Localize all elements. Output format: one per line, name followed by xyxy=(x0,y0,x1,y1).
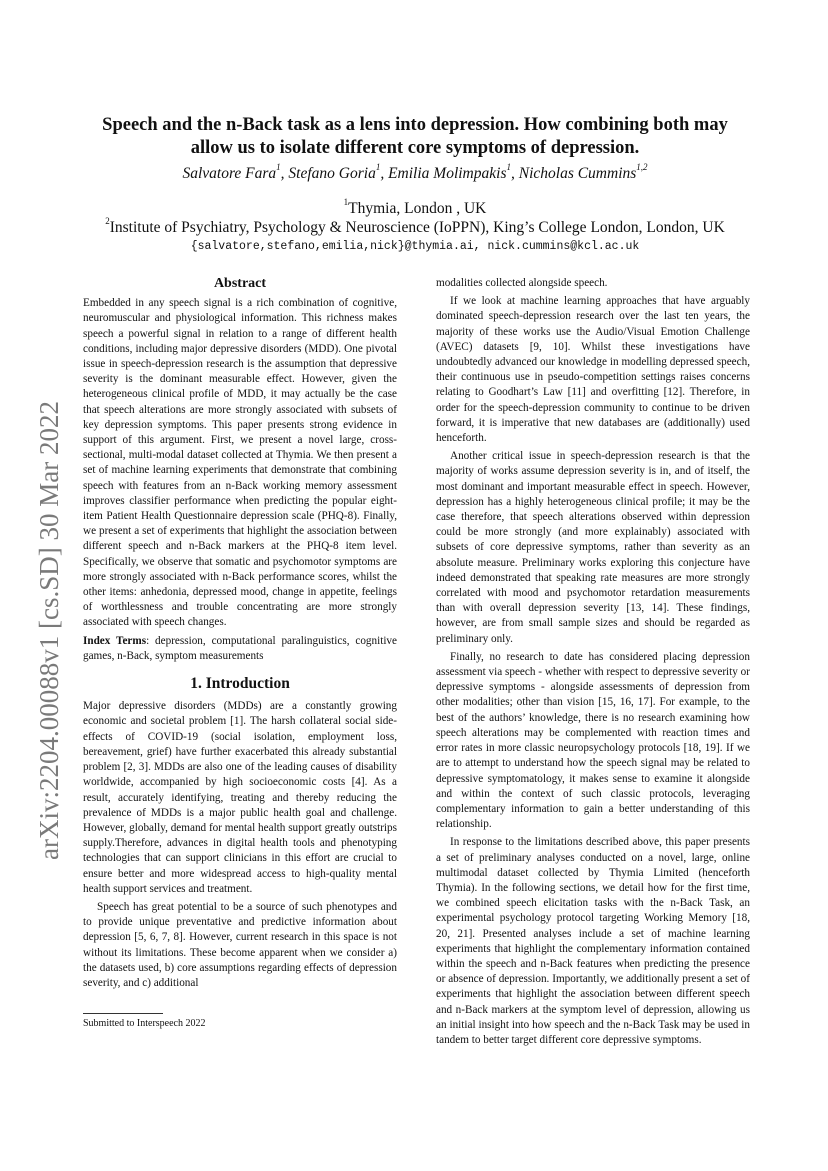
author: Salvatore Fara xyxy=(182,165,277,182)
author-affiliation-mark: 1 xyxy=(276,162,281,172)
arxiv-identifier: arXiv:2204.00088v1 [cs.SD] 30 Mar 2022 xyxy=(34,401,64,860)
abstract-text: Embedded in any speech signal is a rich combination of cognitive, neuromuscular and physiological information. This richness makes speech a powerful signal in relation to a range of different health conditions, including major depressive disorders (MDD). One pivotal issue in speech-depression research is the assumption that depressive severity is the dominant measurable effect. However, given the heterogeneous clinical profile of MDD, it may actually be the case that speech alterations are more strongly associated with subsets of key depression symptoms. This paper presents strong evidence in support of this argument. First, we present a novel large, cross-sectional, multi-modal dataset collected at Thymia. We then present a set of machine learning experiments that demonstrate that combining speech with features from an n-Back working memory assessment improves classifier performance when predicting the popular eight-item Patient Health Questionnaire depression scale (PHQ-8). Finally, we present a set of experiments that highlight the association between different speech and n-Back markers at the PHQ-8 item level. Specifically, we observe that somatic and psychomotor symptoms are more strongly associated with n-Back performance scores, whilst the other items: anhedonia, depressed mood, change in appetite, feelings of worthlessness and trouble concentrating are more strongly associated with speech changes. xyxy=(83,297,397,629)
section-heading-introduction: 1. Introduction xyxy=(190,675,290,693)
author-affiliation-mark: 1 xyxy=(506,162,511,172)
author: Nicholas Cummins xyxy=(518,165,637,182)
author-affiliation-mark: 1 xyxy=(375,162,381,172)
affiliation-mark: 2 xyxy=(105,216,110,226)
affiliation-mark: 1 xyxy=(343,197,349,207)
affiliation xyxy=(60,197,770,218)
paper-title: Speech and the n-Back task as a lens into depression. How combining both may allow us to isolate different core symptoms of depression. xyxy=(102,115,728,158)
affiliation xyxy=(60,216,770,237)
footnote xyxy=(83,1013,397,1029)
left-column xyxy=(83,276,397,994)
author-emails: {salvatore,stefano,emilia,nick}@thymia.ai, nick.cummins@kcl.ac.uk xyxy=(190,240,640,253)
author: Emilia Molimpakis xyxy=(388,165,507,182)
index-terms-text: : depression, computational paralinguistics, cognitive games, n-Back, symptom measurements xyxy=(83,634,397,662)
affiliation-text: Institute of Psychiatry, Psychology & Neuroscience (IoPPN), King’s College London, London, UK xyxy=(109,219,725,236)
index-terms-label: Index Terms xyxy=(83,634,147,647)
paragraph: Finally, no research to date has considered placing depression assessment via speech - whether with respect to depressive severity or depressive symptoms - alongside assessments of depression from other modalities; other than vision [15, 16, 17]. For example, to the best of the authors’ knowledge, there is no research examining how speech alterations may be complemented with reaction times and error rates in more classic neuropsychology protocols [18, 19]. If we are to attempt to understand how the speech signal may be related to depressive symptomatology, it makes sense to examine it alongside and within the context of such classic protocols, leveraging complementary information to gain a better understanding of this relationship. xyxy=(436,650,750,831)
paragraph: Major depressive disorders (MDDs) are a constantly growing economic and societal problem [1]. The harsh collateral social side-effects of COVID-19 (social isolation, employment loss, bereavement, grief) have further exacerbated this already substantial problem [2, 3]. MDDs are also one of the leading causes of disability worldwide, accompanied by high socioeconomic costs [4]. As a result, accurately identifying, treating and thereby reducing the prevalence of MDDs is a major public health goal and challenge. However, globally, demand for mental health support greatly outstrips supply.Therefore, advances in digital health tools and phenotyping technologies that can support clinicians in this effort are crucial to ensure better and more widespread access to high-quality mental health support services and treatment. xyxy=(83,700,397,895)
author-list: Salvatore Fara$^1$, Stefano Goria$^1$, Emilia Molimpakis$^1$, Nicholas Cummins$^{1,2}$ xyxy=(182,162,648,182)
paragraph: In response to the limitations described above, this paper presents a set of preliminary analyses conducted on a novel, large, online multimodal dataset collected by Thymia Limited (henceforth Thymia). In the following sections, we detail how for the first time, we combined speech elicitation tasks with the n-Back Task, an experimental psychology protocol targeting Working Memory [18, 20, 21]. Presented analyses include a set of machine learning experiments that highlight the complementary information contained within the speech and n-Back features when predicting the presence or absence of depression. Importantly, we additionally present a set of experiments that highlight the association between different speech and n-Back markers at the symptom level of depression, allowing us an initial insight into how speech and the n-Back Task may be used in tandem to better target different core depressive symptoms. xyxy=(436,836,750,1046)
paragraph: If we look at machine learning approaches that have arguably dominated speech-depression research over the last ten years, the majority of these works use the Audio/Visual Emotion Challenge (AVEC) datasets [9, 10]. Whilst these investigations have undoubtedly advanced our knowledge in modelling depressed speech, their continuous use in pseudo-competition settings raises concerns relating to Goodhart’s Law [11] and overfitting [12]. Therefore, in order for the speech-depression community to continue to be driven forward, it is imperative that new databases are (additionally) used henceforth. xyxy=(436,295,750,445)
footnote-text: Submitted to Interspeech 2022 xyxy=(83,1018,206,1029)
paragraph: Speech has great potential to be a source of such phenotypes and to provide unique preventative and predictive information about depression [5, 6, 7, 8]. However, current research in this space is not without its limitations. These become apparent when we consider a) the datasets used, b) core assumptions regarding effects of depression severity, and c) additional xyxy=(83,900,397,989)
arxiv-sidebar-stamp xyxy=(26,360,66,880)
author-affiliation-mark: 1,2 xyxy=(636,162,648,172)
paragraph: Another critical issue in speech-depression research is that the majority of works assume depression severity is in, and of itself, the most dominant and important measurable effect in speech. However, depression has a highly heterogeneous clinical profile; it may be the case therefore, that speech alterations observed within depression could be more strongly (and more explainably) associated with subsets of core depressive symptoms, rather than severity as an absolute measure. Preliminary works exploring this conjecture have indeed demonstrated that speaking rate measures are more strongly correlated with mood and psychomotor retardation measurements than with overall depression severity [13, 14]. These findings, however, are from small sample sizes and should be regarded as preliminary only. xyxy=(436,450,750,645)
footnote-rule xyxy=(83,1013,163,1014)
paragraph: modalities collected alongside speech. xyxy=(436,277,608,289)
right-column xyxy=(436,276,750,1051)
author: Stefano Goria xyxy=(288,165,376,182)
abstract-heading: Abstract xyxy=(213,276,267,291)
index-terms xyxy=(83,634,397,664)
affiliation-text: Thymia, London , UK xyxy=(348,200,487,217)
